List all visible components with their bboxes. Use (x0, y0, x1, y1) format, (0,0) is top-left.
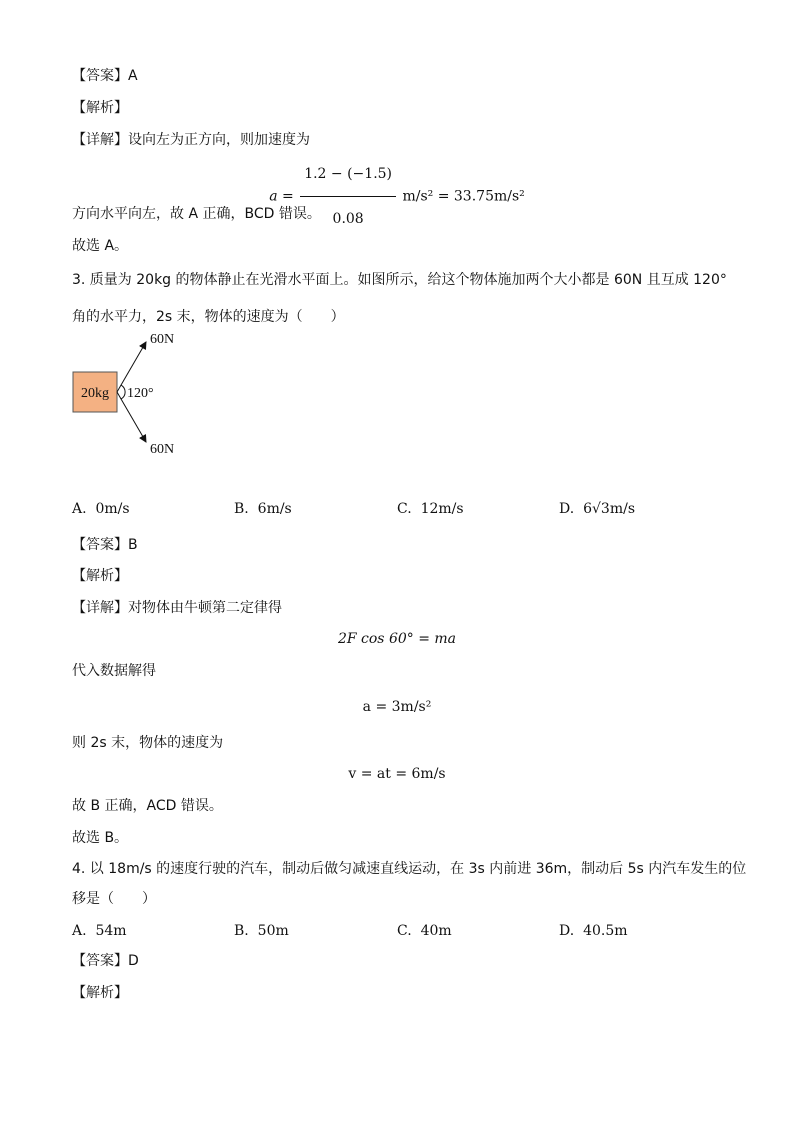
q4-option-d (559, 921, 628, 941)
detail-tag: 【详解】 (72, 600, 128, 616)
option-key: A. (72, 923, 87, 939)
formula-numerator: 1.2 − (−1.5) (300, 154, 396, 197)
q2-choose: 故选 A。 (72, 238, 129, 254)
force-diagram (60, 325, 200, 465)
q3-then-text: 则 2s 末，物体的速度为 (72, 735, 224, 751)
q3-substitute-text: 代入数据解得 (72, 663, 156, 679)
q3-choose: 故选 B。 (72, 830, 129, 846)
q4-analysis-tag: 【解析】 (72, 985, 128, 1001)
option-key: D. (559, 923, 575, 939)
option-key: A. (72, 501, 87, 517)
q2-analysis-tag: 【解析】 (72, 100, 128, 116)
q3-option-b (234, 499, 292, 519)
answer-value: D (128, 953, 139, 969)
formula-rhs: m/s² = 33.75m/s² (402, 188, 525, 205)
q2-answer-line (72, 66, 138, 86)
formula-lhs: a = (269, 188, 294, 205)
q3-analysis-tag: 【解析】 (72, 568, 128, 584)
option-text: 54m (95, 923, 127, 939)
q3-stem-line1: 3. 质量为 20kg 的物体静止在光滑水平面上。如图所示，给这个物体施加两个大小都是 60N 且互成 120° (72, 272, 727, 288)
option-text: 50m (257, 923, 289, 939)
q3-conclusion: 故 B 正确，ACD 错误。 (72, 798, 223, 814)
option-text: 0m/s (95, 501, 130, 517)
answer-tag: 【答案】 (72, 68, 128, 84)
mass-label: 20kg (81, 386, 109, 401)
answer-value: B (128, 537, 138, 553)
detail-text: 设向左为正方向，则加速度为 (128, 132, 310, 148)
q3-equation-3: v = at = 6m/s (348, 766, 446, 782)
q3-equation-2: a = 3m/s² (362, 699, 432, 715)
q2-formula (0, 154, 794, 239)
angle-label: 120° (127, 386, 154, 401)
q3-option-a (72, 499, 130, 519)
option-text: 12m/s (420, 501, 464, 517)
q3-option-c (397, 499, 464, 519)
formula-denominator: 0.08 (332, 211, 364, 227)
q2-conclusion: 方向水平向左，故 A 正确，BCD 错误。 (72, 206, 321, 222)
option-key: B. (234, 501, 249, 517)
q4-option-c (397, 921, 452, 941)
option-text: 40.5m (583, 923, 628, 939)
force-arrow-top (117, 342, 146, 392)
q3-detail-line (72, 598, 282, 618)
option-key: C. (397, 923, 412, 939)
option-key: D. (559, 501, 575, 517)
formula-fraction (300, 154, 396, 239)
q2-detail-line (72, 130, 310, 150)
option-text: 6m/s (257, 501, 292, 517)
answer-value: A (128, 68, 138, 84)
force-bottom-label: 60N (150, 442, 175, 457)
option-text: 6√3m/s (583, 501, 636, 517)
q4-option-b (234, 921, 289, 941)
q4-stem-line2: 移是（ ） (72, 891, 156, 907)
angle-arc (121, 385, 125, 399)
option-key: C. (397, 501, 412, 517)
q3-option-d (559, 499, 635, 519)
option-text: 40m (420, 923, 452, 939)
q4-answer-line (72, 951, 139, 971)
q3-stem-line2: 角的水平力，2s 末，物体的速度为（ ） (72, 309, 345, 325)
detail-text: 对物体由牛顿第二定律得 (128, 600, 282, 616)
answer-tag: 【答案】 (72, 537, 128, 553)
answer-tag: 【答案】 (72, 953, 128, 969)
option-key: B. (234, 923, 249, 939)
force-top-label: 60N (150, 332, 175, 347)
q3-equation-1: 2F cos 60° = ma (337, 631, 457, 647)
q3-answer-line (72, 535, 138, 555)
q4-option-a (72, 921, 127, 941)
q4-stem-line1: 4. 以 18m/s 的速度行驶的汽车，制动后做匀减速直线运动，在 3s 内前进 36m，制动后 5s 内汽车发生的位 (72, 861, 747, 877)
detail-tag: 【详解】 (72, 132, 128, 148)
